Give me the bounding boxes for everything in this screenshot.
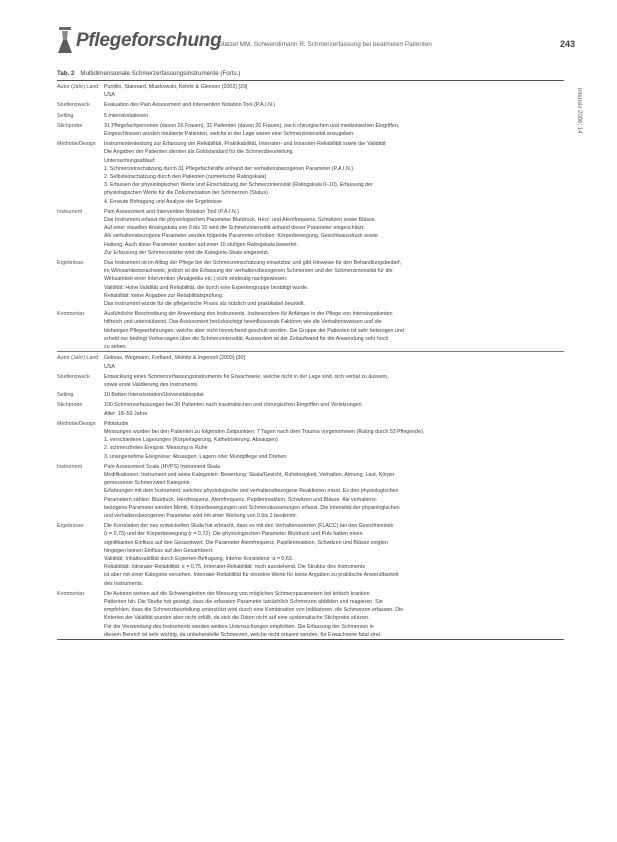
content-line: Für die Verwendung des Instruments werden weitere Untersuchungen empfohlen. Die Erfassung der Schmerzen in	[104, 623, 374, 630]
content-line: im Wirksamkeitsnachweis; jedoch ist die Erfassung der verhaltensbezogenen Schmerzen und der Schmerzintensität für die	[104, 268, 393, 275]
content-line: 31 Pflegefachpersonen (davon 26 Frauen), 31 Patienten (davon 20 Frauen), nach chirurgischen und medizinischen Eingriffen,	[104, 122, 400, 129]
row-content	[104, 461, 564, 520]
content-line: Parametern zählen: Blutdruck, Herzfrequenz, Atemfrequenz, Pupillenreaktion, Schwitzen und Blässe. Als verhaltens-	[104, 496, 378, 503]
content-line: erhebt nur bedingt Vorhersagen über die Schmerzintensität. Ausserdem ist der Zeitaufwand für die Anwendung sehr hoch	[104, 335, 389, 342]
table-row	[57, 110, 564, 120]
content-line: Wirksamkeit einer Intervention (Analgetika etc.) nicht eindeutig nachgewiesen.	[104, 276, 288, 283]
row-label: Methode/Design	[57, 420, 96, 427]
row-content	[104, 99, 564, 109]
row-label: Methode/Design	[57, 141, 96, 148]
row-label: Stichprobe	[57, 402, 83, 409]
content-line: Zur Erfassung der Schmerzstärke wird die Kategorie-Skala eingesetzt.	[104, 249, 270, 256]
content-line: empfehlen, dass die Schmerzbeurteilung unterstützt wird durch eine Kombination von Indikatoren, die Schmerzen erfassen. Die	[104, 607, 404, 614]
table-label: Tab. 2	[57, 70, 75, 77]
content-line: 4. Erneute Befragung und Analyse der Ergebnisse	[104, 198, 222, 205]
table-row	[57, 81, 564, 99]
content-line: bezogene Parameter werden Mimik, Körperbewegungen und Schmerzäusserungen erfasst. Die Intensität der physiologischen	[104, 504, 400, 511]
content-line: Validität: Inhaltsvalidität durch Experten-Befragung, Interne Konsistenz: α = 0,63.	[104, 555, 294, 562]
row-content	[104, 308, 564, 351]
content-line: Entwicklung eines Schmerzerfassungsinstruments für Erwachsene, welche nicht in der Lage sind, sich verbal zu äussern,	[104, 373, 389, 380]
content-line: Die Angaben der Patienten dienten als Goldstandard für die Schmerzbeurteilung.	[104, 149, 294, 156]
study-table	[57, 80, 564, 640]
content-line: Messungen wurden bei den Patienten zu folgenden Zeitpunkten: 7 Tagen nach dem Trauma vorgenommen (Rating durch 53 Pflegende).	[104, 428, 425, 435]
table-row	[57, 588, 564, 639]
page-number: 243	[560, 39, 576, 49]
content-line: hingegen keinen Einfluss auf den Gesamtwert.	[104, 547, 214, 554]
row-content	[104, 418, 564, 461]
content-line: Die Autoren weisen auf die Schwierigkeiten der Messung von möglichen Schmerzparametern bei kritisch kranken	[104, 590, 370, 597]
row-content	[104, 206, 564, 257]
content-line: Patienten hin. Die Studie hat gezeigt, dass die erfassten Parameter tatsächlich Schmerzen abbilden und reagieren. Sie	[104, 598, 383, 605]
table-row	[57, 99, 564, 109]
row-content	[104, 389, 564, 399]
content-line: Ausführliche Beschreibung der Anwendung des Instruments. Insbesondere für Anfänger in der Pflege von Intensivpatienten	[104, 311, 393, 318]
content-line: Instrumententestung zur Erfassung der Reliabilität, Praktikabilität, Interrater- und Intrarater-Reliabilität sowie der Validität	[104, 141, 386, 148]
content-line: Pain Assessment and Intervention Notation Tool (P.A.I.N.)	[104, 208, 239, 215]
row-content	[104, 520, 564, 588]
row-label: Studienzweck	[57, 373, 90, 380]
content-line: Das Instrument erfasst die physiologischen Parameter Blutdruck, Herz- und Atemfrequenz, Schwitzen sowie Blässe.	[104, 217, 377, 224]
content-line: signifikanten Einfluss auf den Gesamtwert. Die Parameter Atemfrequenz, Pupillenreaktion, Schwitzen und Blässe zeigten	[104, 539, 388, 546]
row-label: Instrument	[57, 208, 83, 215]
content-line: Die Korrelation der neu entwickelten Skala hat erbracht, dass es mit den Verhaltenswerten (FLACC) bei den Gesichtsmimik	[104, 523, 394, 530]
table-row	[57, 257, 564, 308]
table-row	[57, 389, 564, 399]
content-line: Das Instrument wurde für die pflegerische Praxis als nützlich und praktikabel beurteilt.	[104, 301, 306, 308]
content-line: Evaluation des Pain Assessment and Intervention Notation Tool (P.A.I.N.)	[104, 102, 276, 109]
table-row	[57, 308, 564, 351]
content-line: hilfreich und unterstützend. Das Assessment berücksichtigt beeinflussende Faktoren wie die Verhaltensweisen und die	[104, 319, 382, 326]
content-line: Modifikationen: Instrument und seine Kategorien: Bewertung: Skala/Gesicht, Ruhelosigkeit, Verhalten, Atmung, Laut, Körper	[104, 471, 395, 478]
content-line: Kriterien der Validität wurden aber nicht erfüllt, da sich die Daten nicht auf eine systematische Stichprobe stützen.	[104, 615, 370, 622]
logo-icon	[58, 27, 72, 53]
content-line: ist aber mit einer Kategorie versehen. Interrater-Reliabilität für einzelne Werte für keine Angaben zu praktische Anwendbarkeit	[104, 572, 399, 579]
content-line: USA	[104, 92, 115, 99]
table-row	[57, 461, 564, 520]
content-line: Pilotstudie	[104, 420, 129, 427]
content-line: 3. unangenehme Ereignisse: Absaugen, Lagern oder Mundpflege und Drehen	[104, 453, 287, 460]
row-content	[104, 371, 564, 389]
content-line: Pain Assessment Scale (HVPS) Instrument Skala	[104, 463, 220, 470]
row-content	[104, 81, 564, 99]
content-line: bisherigen Pflegeerfahrungen, welche aber nicht hinreichend geschult werden. Die Gruppe der Patienten ist sehr heterogen und	[104, 327, 404, 334]
row-label: Ergebnisse	[57, 260, 84, 267]
row-content	[104, 588, 564, 639]
content-line: (r = 0,73) und der Körperbewegung (r = 0,72). Die physiologischen Parameter Blutdruck und Puls hatten einen	[104, 531, 363, 538]
table-title	[57, 70, 240, 77]
content-line: zu sehen.	[104, 344, 127, 351]
row-content	[104, 110, 564, 120]
row-label: Instrument	[57, 463, 83, 470]
row-label: Kommentar	[57, 311, 85, 318]
content-line: Erfahrungen mit dem Instrument, welches physiologische und verhaltensbezogene Reaktionen misst. Es den physiologischen	[104, 488, 399, 495]
content-line: USA	[104, 363, 115, 370]
table-row	[57, 371, 564, 389]
content-line: Gelinas, Wegmann, Fortland, Stilmitz & Ingersoll (2003) [30]	[104, 355, 245, 362]
row-label: Autor (Jahr) Land	[57, 355, 99, 362]
side-label: intensiv 2006; 14	[576, 88, 582, 134]
content-line: Auf einer visuellen Analogskala von 0 bis 10 wird die Schmerzintensität anhand dieser Parameter eingeschätzt.	[104, 225, 365, 232]
content-line: Reliabilität: keine Angaben zur Reliabilitätsprüfung.	[104, 292, 224, 299]
row-label: Kommentar	[57, 590, 85, 597]
table-bottom-rule	[57, 639, 564, 640]
content-line: 2. schmerzfreies Ereignis: Messung in Ruhe	[104, 445, 208, 452]
content-line: Alter: 18–59 Jahre	[104, 410, 148, 417]
row-content	[104, 120, 564, 138]
table-row	[57, 138, 564, 206]
running-head: Glatzel MM, Schwendimann R: Schmerzerfassung bei beatmeten Patienten	[218, 41, 432, 48]
content-line: physiologischen Werte für die Dokumentation der Schmerzen (Status)	[104, 190, 268, 197]
row-label: Ergebnisse	[57, 523, 84, 530]
table-row	[57, 399, 564, 417]
content-line: Als verhaltensbezogene Parameter werden folgende Parameter erhoben: Körperbewegung, Gesichtsausdruck sowie	[104, 233, 378, 240]
table-row	[57, 520, 564, 588]
content-line: des Instruments.	[104, 580, 144, 587]
row-label: Studienzweck	[57, 102, 90, 109]
content-line: 100 Schmerzerfassungen bei 30 Patienten nach traumatischen und chirurgischen Eingriffen und Verletzungen.	[104, 402, 364, 409]
table-row	[57, 352, 564, 370]
content-line: und verhaltensbezogenen Parameter wird mit einer Wertung von 0 bis 2 bestimmt.	[104, 512, 298, 519]
content-line: Reliabilität: Intrarater-Reliabilität: κ = 0,75, Interrater-Reliabilität: noch ausstehend. Die Struktur des Instruments	[104, 564, 365, 571]
content-line: Das Instrument ist im Alltag der Pflege bei der Schmerzeinschätzung einsetzbar und gibt Hinweise für den Behandlungsbedarf,	[104, 260, 402, 267]
row-content	[104, 257, 564, 308]
row-content	[104, 352, 564, 370]
content-line: gemessener Schmerzwert Kategorie.	[104, 480, 192, 487]
content-line: sowie erste Validierung des Instruments	[104, 381, 198, 388]
content-line: 2. Selbsteinschätzung durch den Patienten (numerische Ratingskala)	[104, 174, 267, 181]
content-line: 10 Betten Intensivstation/Universitätsspital	[104, 392, 204, 399]
row-content	[104, 399, 564, 417]
content-line: 1. Schmerzeinschätzung durch 31 Pflegefachkräfte anhand der verhaltensbezogenen Parameter (P.A.I.N.)	[104, 165, 354, 172]
content-line: diesem Bereich ist sehr wichtig, da unbehandelte Schmerzen, welche nicht erkannt werden, für Erwachsene fatal sind.	[104, 631, 382, 638]
row-label: Autor (Jahr) Land	[57, 84, 99, 90]
table-row	[57, 206, 564, 257]
content-line: Untersuchungsablauf:	[104, 157, 156, 164]
table-row	[57, 120, 564, 138]
row-label: Setting	[57, 392, 74, 399]
table-title-text: Multidimensionale Schmerzerfassungsinstrumente (Forts.)	[80, 70, 241, 77]
row-label: Stichprobe	[57, 122, 83, 129]
row-label: Setting	[57, 112, 74, 119]
content-line: Puntillo, Stannard, Miaskowski, Kehrle & Gleeson (2002) [29]	[104, 84, 248, 90]
content-line: Haltung. Auch diese Parameter wurden auf einer 10 stufigen Ratingskala bewertet.	[104, 241, 299, 248]
journal-logo-text: Pflegeforschung	[76, 30, 222, 51]
content-line: Validität: Hohe Validität und Reliabilität, die durch eine Expertengruppe bestätigt wurde.	[104, 284, 309, 291]
content-line: 5 Intensivstationen	[104, 112, 149, 119]
content-line: 3. Erfassen der physiologischen Werte und Einschätzung der Schmerzintensität (Ratingskala 0–10), Erfassung der	[104, 182, 373, 189]
table-row	[57, 418, 564, 461]
content-line: 1. verschiedene Lagerungen (Körperlagerung, Kathetrisierung, Absaugen)	[104, 437, 278, 444]
content-line: Eingeschlossen wurden intubierte Patienten, welche in der Lage waren eine Schmerzintensität anzugeben.	[104, 131, 355, 138]
row-content	[104, 138, 564, 206]
